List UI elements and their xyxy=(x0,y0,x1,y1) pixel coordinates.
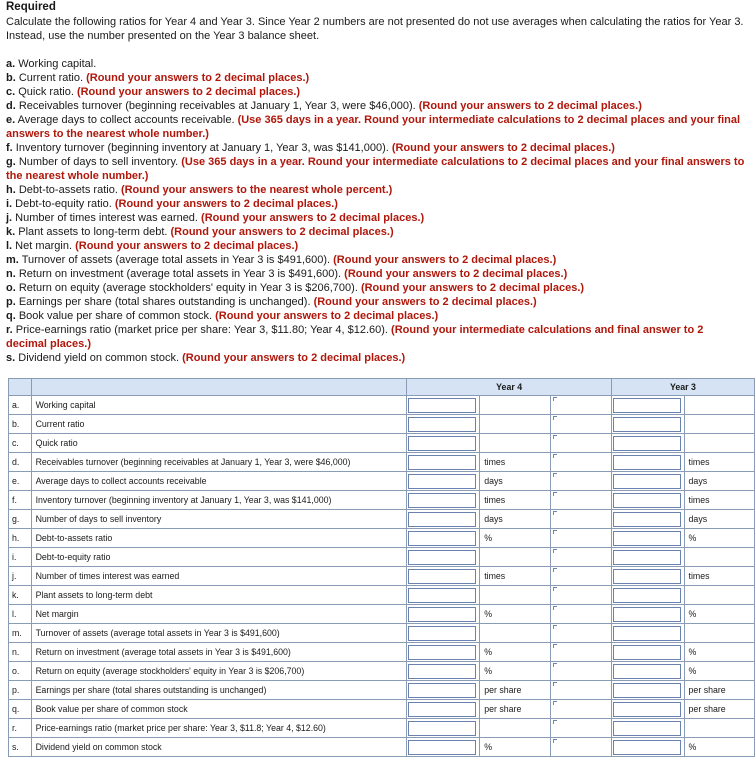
cell-corner-marker xyxy=(553,397,557,401)
year4-spacer-cell xyxy=(550,662,611,681)
year4-spacer-cell xyxy=(550,510,611,529)
year4-spacer-cell xyxy=(550,681,611,700)
year4-spacer-cell xyxy=(550,472,611,491)
year4-answer-input[interactable] xyxy=(408,588,476,603)
year4-spacer-cell xyxy=(550,491,611,510)
instruction-letter: c. xyxy=(6,86,16,98)
year3-unit xyxy=(684,415,754,434)
year4-answer-input[interactable] xyxy=(408,493,476,508)
row-letter: o. xyxy=(9,662,32,681)
year4-answer-input[interactable] xyxy=(408,721,476,736)
year4-unit xyxy=(480,548,550,567)
instruction-letter: g. xyxy=(6,156,16,168)
year4-answer-cell xyxy=(407,700,480,719)
year3-answer-cell xyxy=(611,472,684,491)
year3-unit: % xyxy=(684,605,754,624)
instruction-rounding-note: (Round your answers to 2 decimal places.) xyxy=(170,226,394,238)
year3-unit: per share xyxy=(684,700,754,719)
instruction-item xyxy=(6,239,746,253)
table-row xyxy=(9,681,755,700)
year3-unit: times xyxy=(684,491,754,510)
instruction-item xyxy=(6,281,746,295)
year4-answer-cell xyxy=(407,434,480,453)
year3-answer-cell xyxy=(611,662,684,681)
instruction-item xyxy=(6,141,746,155)
row-letter: c. xyxy=(9,434,32,453)
year3-unit: times xyxy=(684,453,754,472)
instruction-letter: n. xyxy=(6,268,16,280)
year4-unit xyxy=(480,719,550,738)
year4-unit: % xyxy=(480,662,550,681)
row-letter: d. xyxy=(9,453,32,472)
year3-answer-input[interactable] xyxy=(613,721,681,736)
cell-corner-marker xyxy=(553,587,557,591)
instruction-text: Book value per share of common stock. xyxy=(15,310,216,322)
year3-answer-input[interactable] xyxy=(613,740,681,755)
table-header-row xyxy=(9,379,755,396)
year3-unit xyxy=(684,719,754,738)
year4-unit: per share xyxy=(480,700,550,719)
instruction-letter: s. xyxy=(6,352,16,364)
year4-unit: days xyxy=(480,472,550,491)
year3-answer-input[interactable] xyxy=(613,493,681,508)
year3-unit: times xyxy=(684,567,754,586)
instruction-item xyxy=(6,113,746,141)
instruction-text: Receivables turnover (beginning receivables at January 1, Year 3, were $46,000). xyxy=(15,100,419,112)
instruction-letter: a. xyxy=(6,58,16,70)
table-row xyxy=(9,700,755,719)
row-label: Earnings per share (total shares outstanding is unchanged) xyxy=(31,681,407,700)
row-label: Average days to collect accounts receivable xyxy=(31,472,407,491)
year4-unit xyxy=(480,624,550,643)
year3-answer-cell xyxy=(611,415,684,434)
year4-answer-input[interactable] xyxy=(408,417,476,432)
instruction-text: Working capital. xyxy=(15,58,97,70)
table-row xyxy=(9,719,755,738)
cell-corner-marker xyxy=(553,492,557,496)
row-label: Plant assets to long-term debt xyxy=(31,586,407,605)
year4-spacer-cell xyxy=(550,643,611,662)
row-label: Return on equity (average stockholders' equity in Year 3 is $206,700) xyxy=(31,662,407,681)
instruction-text: Earnings per share (total shares outstanding is unchanged). xyxy=(15,296,314,308)
year4-unit: % xyxy=(480,738,550,757)
instruction-item xyxy=(6,99,746,113)
row-letter: r. xyxy=(9,719,32,738)
year4-answer-cell xyxy=(407,472,480,491)
table-row xyxy=(9,738,755,757)
instruction-letter: l. xyxy=(6,240,13,252)
cell-corner-marker xyxy=(553,739,557,743)
year3-answer-input[interactable] xyxy=(613,531,681,546)
instruction-item xyxy=(6,253,746,267)
instruction-rounding-note: (Round your intermediate calculations and final answer to 2 decimal places.) xyxy=(6,324,704,350)
header-blank-letter xyxy=(9,379,32,396)
table-row xyxy=(9,453,755,472)
ratio-answer-table xyxy=(8,378,755,757)
year3-answer-input[interactable] xyxy=(613,683,681,698)
instruction-item xyxy=(6,197,746,211)
instruction-text: Inventory turnover (beginning inventory at January 1, Year 3, was $141,000). xyxy=(12,142,392,154)
year3-unit: % xyxy=(684,662,754,681)
row-letter: s. xyxy=(9,738,32,757)
instruction-item xyxy=(6,57,746,71)
instruction-rounding-note: (Round your answers to 2 decimal places.) xyxy=(215,310,439,322)
row-label: Price-earnings ratio (market price per share: Year 3, $11.8; Year 4, $12.60) xyxy=(31,719,407,738)
table-row xyxy=(9,567,755,586)
instruction-rounding-note: (Round your answers to 2 decimal places.) xyxy=(391,142,615,154)
row-letter: k. xyxy=(9,586,32,605)
instruction-letter: r. xyxy=(6,324,13,336)
header-blank-desc xyxy=(31,379,407,396)
instruction-item xyxy=(6,85,746,99)
year3-unit: % xyxy=(684,643,754,662)
instruction-rounding-note: (Round your answers to 2 decimal places.) xyxy=(182,352,406,364)
year3-unit xyxy=(684,396,754,415)
row-letter: i. xyxy=(9,548,32,567)
cell-corner-marker xyxy=(553,682,557,686)
instruction-text: Return on equity (average stockholders' equity in Year 3 is $206,700). xyxy=(15,282,361,294)
year4-unit xyxy=(480,586,550,605)
row-label: Debt-to-assets ratio xyxy=(31,529,407,548)
year3-answer-cell xyxy=(611,681,684,700)
year3-answer-input[interactable] xyxy=(613,436,681,451)
year4-answer-cell xyxy=(407,605,480,624)
year4-unit xyxy=(480,434,550,453)
year4-answer-cell xyxy=(407,624,480,643)
instruction-item xyxy=(6,183,746,197)
year3-unit xyxy=(684,624,754,643)
row-letter: h. xyxy=(9,529,32,548)
cell-corner-marker xyxy=(553,473,557,477)
instruction-letter: e. xyxy=(6,114,16,126)
instruction-rounding-note: (Round your answers to 2 decimal places.) xyxy=(86,72,310,84)
instruction-text: Debt-to-equity ratio. xyxy=(12,198,115,210)
year3-answer-cell xyxy=(611,624,684,643)
row-label: Inventory turnover (beginning inventory at January 1, Year 3, was $141,000) xyxy=(31,491,407,510)
instruction-text: Net margin. xyxy=(12,240,76,252)
row-label: Working capital xyxy=(31,396,407,415)
year4-unit: % xyxy=(480,529,550,548)
instruction-text: Average days to collect accounts receivable. xyxy=(15,114,238,126)
table-row xyxy=(9,548,755,567)
year3-unit: days xyxy=(684,472,754,491)
year3-answer-input[interactable] xyxy=(613,645,681,660)
year3-answer-input[interactable] xyxy=(613,417,681,432)
instruction-letter: f. xyxy=(6,142,13,154)
year4-spacer-cell xyxy=(550,624,611,643)
year4-unit: times xyxy=(480,567,550,586)
cell-corner-marker xyxy=(553,568,557,572)
instruction-item xyxy=(6,351,746,365)
instruction-letter: q. xyxy=(6,310,16,322)
instruction-rounding-note: (Round your answers to 2 decimal places.) xyxy=(360,282,585,294)
instruction-letter: i. xyxy=(6,198,13,210)
instruction-text: Debt-to-assets ratio. xyxy=(15,184,121,196)
cell-corner-marker xyxy=(553,530,557,534)
year4-spacer-cell xyxy=(550,605,611,624)
year3-unit xyxy=(684,434,754,453)
row-label: Net margin xyxy=(31,605,407,624)
instruction-list xyxy=(6,57,746,365)
year3-answer-input[interactable] xyxy=(613,398,681,413)
year4-spacer-cell xyxy=(550,586,611,605)
cell-corner-marker xyxy=(553,549,557,553)
instruction-rounding-note: (Round your answers to 2 decimal places.) xyxy=(114,198,338,210)
instruction-text: Number of days to sell inventory. xyxy=(15,156,182,168)
instruction-item xyxy=(6,211,746,225)
table-row xyxy=(9,662,755,681)
year3-unit: % xyxy=(684,738,754,757)
table-row xyxy=(9,434,755,453)
row-label: Dividend yield on common stock xyxy=(31,738,407,757)
row-label: Debt-to-equity ratio xyxy=(31,548,407,567)
year4-answer-cell xyxy=(407,681,480,700)
cell-corner-marker xyxy=(553,416,557,420)
instruction-text: Return on investment (average total assets in Year 3 is $491,600). xyxy=(15,268,345,280)
instruction-text: Turnover of assets (average total assets in Year 3 is $491,600). xyxy=(18,254,334,266)
table-row xyxy=(9,396,755,415)
year4-answer-input[interactable] xyxy=(408,569,476,584)
row-letter: e. xyxy=(9,472,32,491)
cell-corner-marker xyxy=(553,454,557,458)
year3-answer-cell xyxy=(611,453,684,472)
row-letter: j. xyxy=(9,567,32,586)
year4-answer-cell xyxy=(407,529,480,548)
year3-unit: days xyxy=(684,510,754,529)
year3-answer-cell xyxy=(611,700,684,719)
year3-unit: % xyxy=(684,529,754,548)
row-letter: p. xyxy=(9,681,32,700)
cell-corner-marker xyxy=(553,701,557,705)
instruction-letter: o. xyxy=(6,282,16,294)
year4-answer-input[interactable] xyxy=(408,645,476,660)
year3-answer-input[interactable] xyxy=(613,702,681,717)
year4-header: Year 4 xyxy=(407,379,611,396)
year4-spacer-cell xyxy=(550,415,611,434)
cell-corner-marker xyxy=(553,435,557,439)
instruction-text: Plant assets to long-term debt. xyxy=(15,226,171,238)
year3-answer-cell xyxy=(611,719,684,738)
instruction-rounding-note: (Round your answers to 2 decimal places.) xyxy=(344,268,568,280)
year4-spacer-cell xyxy=(550,529,611,548)
year4-unit: times xyxy=(480,453,550,472)
year3-answer-input[interactable] xyxy=(613,607,681,622)
year4-answer-input[interactable] xyxy=(408,398,476,413)
year4-answer-cell xyxy=(407,415,480,434)
year4-answer-cell xyxy=(407,719,480,738)
year4-answer-input[interactable] xyxy=(408,626,476,641)
required-heading: Required xyxy=(6,1,56,13)
year4-unit: times xyxy=(480,491,550,510)
row-letter: f. xyxy=(9,491,32,510)
year3-answer-cell xyxy=(611,567,684,586)
row-label: Turnover of assets (average total assets in Year 3 is $491,600) xyxy=(31,624,407,643)
year4-answer-input[interactable] xyxy=(408,455,476,470)
year4-answer-cell xyxy=(407,662,480,681)
cell-corner-marker xyxy=(553,720,557,724)
instruction-rounding-note: (Round your answers to the nearest whole percent.) xyxy=(120,184,393,196)
instruction-text: Price-earnings ratio (market price per share: Year 3, $11.80; Year 4, $12.60). xyxy=(12,324,392,336)
table-row xyxy=(9,529,755,548)
row-letter: n. xyxy=(9,643,32,662)
table-row xyxy=(9,605,755,624)
instructions-block xyxy=(6,0,746,365)
row-label: Number of days to sell inventory xyxy=(31,510,407,529)
year4-answer-cell xyxy=(407,643,480,662)
instruction-rounding-note: (Round your answers to 2 decimal places.) xyxy=(313,296,537,308)
cell-corner-marker xyxy=(553,663,557,667)
instruction-rounding-note: (Round your answers to 2 decimal places.) xyxy=(75,240,299,252)
year4-unit: per share xyxy=(480,681,550,700)
instruction-item xyxy=(6,309,746,323)
year3-answer-input[interactable] xyxy=(613,474,681,489)
row-label: Number of times interest was earned xyxy=(31,567,407,586)
year4-answer-cell xyxy=(407,510,480,529)
year3-answer-input[interactable] xyxy=(613,550,681,565)
instruction-rounding-note: (Round your answers to 2 decimal places.) xyxy=(76,86,301,98)
instruction-letter: b. xyxy=(6,72,16,84)
row-letter: a. xyxy=(9,396,32,415)
year4-answer-input[interactable] xyxy=(408,550,476,565)
required-intro: Calculate the following ratios for Year 4 and Year 3. Since Year 2 numbers are not presented do not use averages when calculating the ratios for Year 3. Instead, use the number presented on the Year 3 balance sheet. xyxy=(6,16,744,42)
row-letter: m. xyxy=(9,624,32,643)
year3-answer-cell xyxy=(611,510,684,529)
year3-unit xyxy=(684,548,754,567)
instruction-rounding-note: (Round your answers to 2 decimal places.) xyxy=(201,212,425,224)
year4-spacer-cell xyxy=(550,700,611,719)
year3-answer-input[interactable] xyxy=(613,626,681,641)
year4-unit: days xyxy=(480,510,550,529)
year4-answer-input[interactable] xyxy=(408,474,476,489)
year3-answer-cell xyxy=(611,586,684,605)
year3-header: Year 3 xyxy=(611,379,754,396)
instruction-letter: h. xyxy=(6,184,16,196)
instruction-text: Number of times interest was earned. xyxy=(12,212,202,224)
instruction-letter: m. xyxy=(6,254,19,266)
table-row xyxy=(9,586,755,605)
instruction-item xyxy=(6,155,746,183)
instruction-item xyxy=(6,71,746,85)
table-row xyxy=(9,643,755,662)
year4-spacer-cell xyxy=(550,567,611,586)
year3-answer-cell xyxy=(611,396,684,415)
year4-spacer-cell xyxy=(550,453,611,472)
row-letter: q. xyxy=(9,700,32,719)
year4-unit xyxy=(480,415,550,434)
year4-answer-cell xyxy=(407,491,480,510)
cell-corner-marker xyxy=(553,644,557,648)
year4-answer-input[interactable] xyxy=(408,702,476,717)
year4-answer-cell xyxy=(407,548,480,567)
year3-answer-cell xyxy=(611,738,684,757)
year4-answer-input[interactable] xyxy=(408,664,476,679)
year3-answer-input[interactable] xyxy=(613,588,681,603)
table-row xyxy=(9,510,755,529)
instruction-text: Current ratio. xyxy=(15,72,87,84)
instruction-rounding-note: (Use 365 days in a year. Round your intermediate calculations to 2 decimal places and your final answers to the nearest whole number.) xyxy=(6,156,745,182)
year4-answer-input[interactable] xyxy=(408,436,476,451)
cell-corner-marker xyxy=(553,606,557,610)
year4-spacer-cell xyxy=(550,434,611,453)
instruction-text: Quick ratio. xyxy=(15,86,77,98)
instruction-text: Dividend yield on common stock. xyxy=(15,352,183,364)
row-label: Return on investment (average total assets in Year 3 is $491,600) xyxy=(31,643,407,662)
year4-answer-cell xyxy=(407,586,480,605)
cell-corner-marker xyxy=(553,625,557,629)
instruction-rounding-note: (Round your answers to 2 decimal places.) xyxy=(418,100,642,112)
table-row xyxy=(9,472,755,491)
year4-answer-cell xyxy=(407,453,480,472)
instruction-item xyxy=(6,225,746,239)
row-letter: g. xyxy=(9,510,32,529)
table-row xyxy=(9,624,755,643)
year3-unit: per share xyxy=(684,681,754,700)
year4-answer-input[interactable] xyxy=(408,740,476,755)
instruction-letter: j. xyxy=(6,212,13,224)
year4-answer-cell xyxy=(407,567,480,586)
year3-unit xyxy=(684,586,754,605)
year4-answer-cell xyxy=(407,396,480,415)
year3-answer-cell xyxy=(611,529,684,548)
year3-answer-cell xyxy=(611,605,684,624)
table-row xyxy=(9,415,755,434)
instruction-item xyxy=(6,323,746,351)
year3-answer-input[interactable] xyxy=(613,664,681,679)
row-label: Quick ratio xyxy=(31,434,407,453)
row-label: Current ratio xyxy=(31,415,407,434)
year3-answer-input[interactable] xyxy=(613,512,681,527)
instruction-rounding-note: (Round your answers to 2 decimal places.) xyxy=(333,254,557,266)
year3-answer-cell xyxy=(611,434,684,453)
year4-spacer-cell xyxy=(550,738,611,757)
year3-answer-cell xyxy=(611,643,684,662)
year4-answer-input[interactable] xyxy=(408,683,476,698)
row-letter: l. xyxy=(9,605,32,624)
year4-answer-cell xyxy=(407,738,480,757)
year4-unit: % xyxy=(480,605,550,624)
row-letter: b. xyxy=(9,415,32,434)
table-row xyxy=(9,491,755,510)
year4-answer-input[interactable] xyxy=(408,607,476,622)
instruction-letter: d. xyxy=(6,100,16,112)
year3-answer-input[interactable] xyxy=(613,569,681,584)
year4-unit: % xyxy=(480,643,550,662)
instruction-letter: k. xyxy=(6,226,16,238)
year4-spacer-cell xyxy=(550,548,611,567)
instruction-item xyxy=(6,267,746,281)
instruction-rounding-note: (Use 365 days in a year. Round your intermediate calculations to 2 decimal places and your final answers to the nearest whole number.) xyxy=(6,114,741,140)
year4-answer-input[interactable] xyxy=(408,531,476,546)
cell-corner-marker xyxy=(553,511,557,515)
instruction-item xyxy=(6,295,746,309)
year3-answer-cell xyxy=(611,548,684,567)
year4-spacer-cell xyxy=(550,396,611,415)
year3-answer-cell xyxy=(611,491,684,510)
year4-spacer-cell xyxy=(550,719,611,738)
row-label: Receivables turnover (beginning receivables at January 1, Year 3, were $46,000) xyxy=(31,453,407,472)
year4-answer-input[interactable] xyxy=(408,512,476,527)
year4-unit xyxy=(480,396,550,415)
instruction-letter: p. xyxy=(6,296,16,308)
year3-answer-input[interactable] xyxy=(613,455,681,470)
row-label: Book value per share of common stock xyxy=(31,700,407,719)
